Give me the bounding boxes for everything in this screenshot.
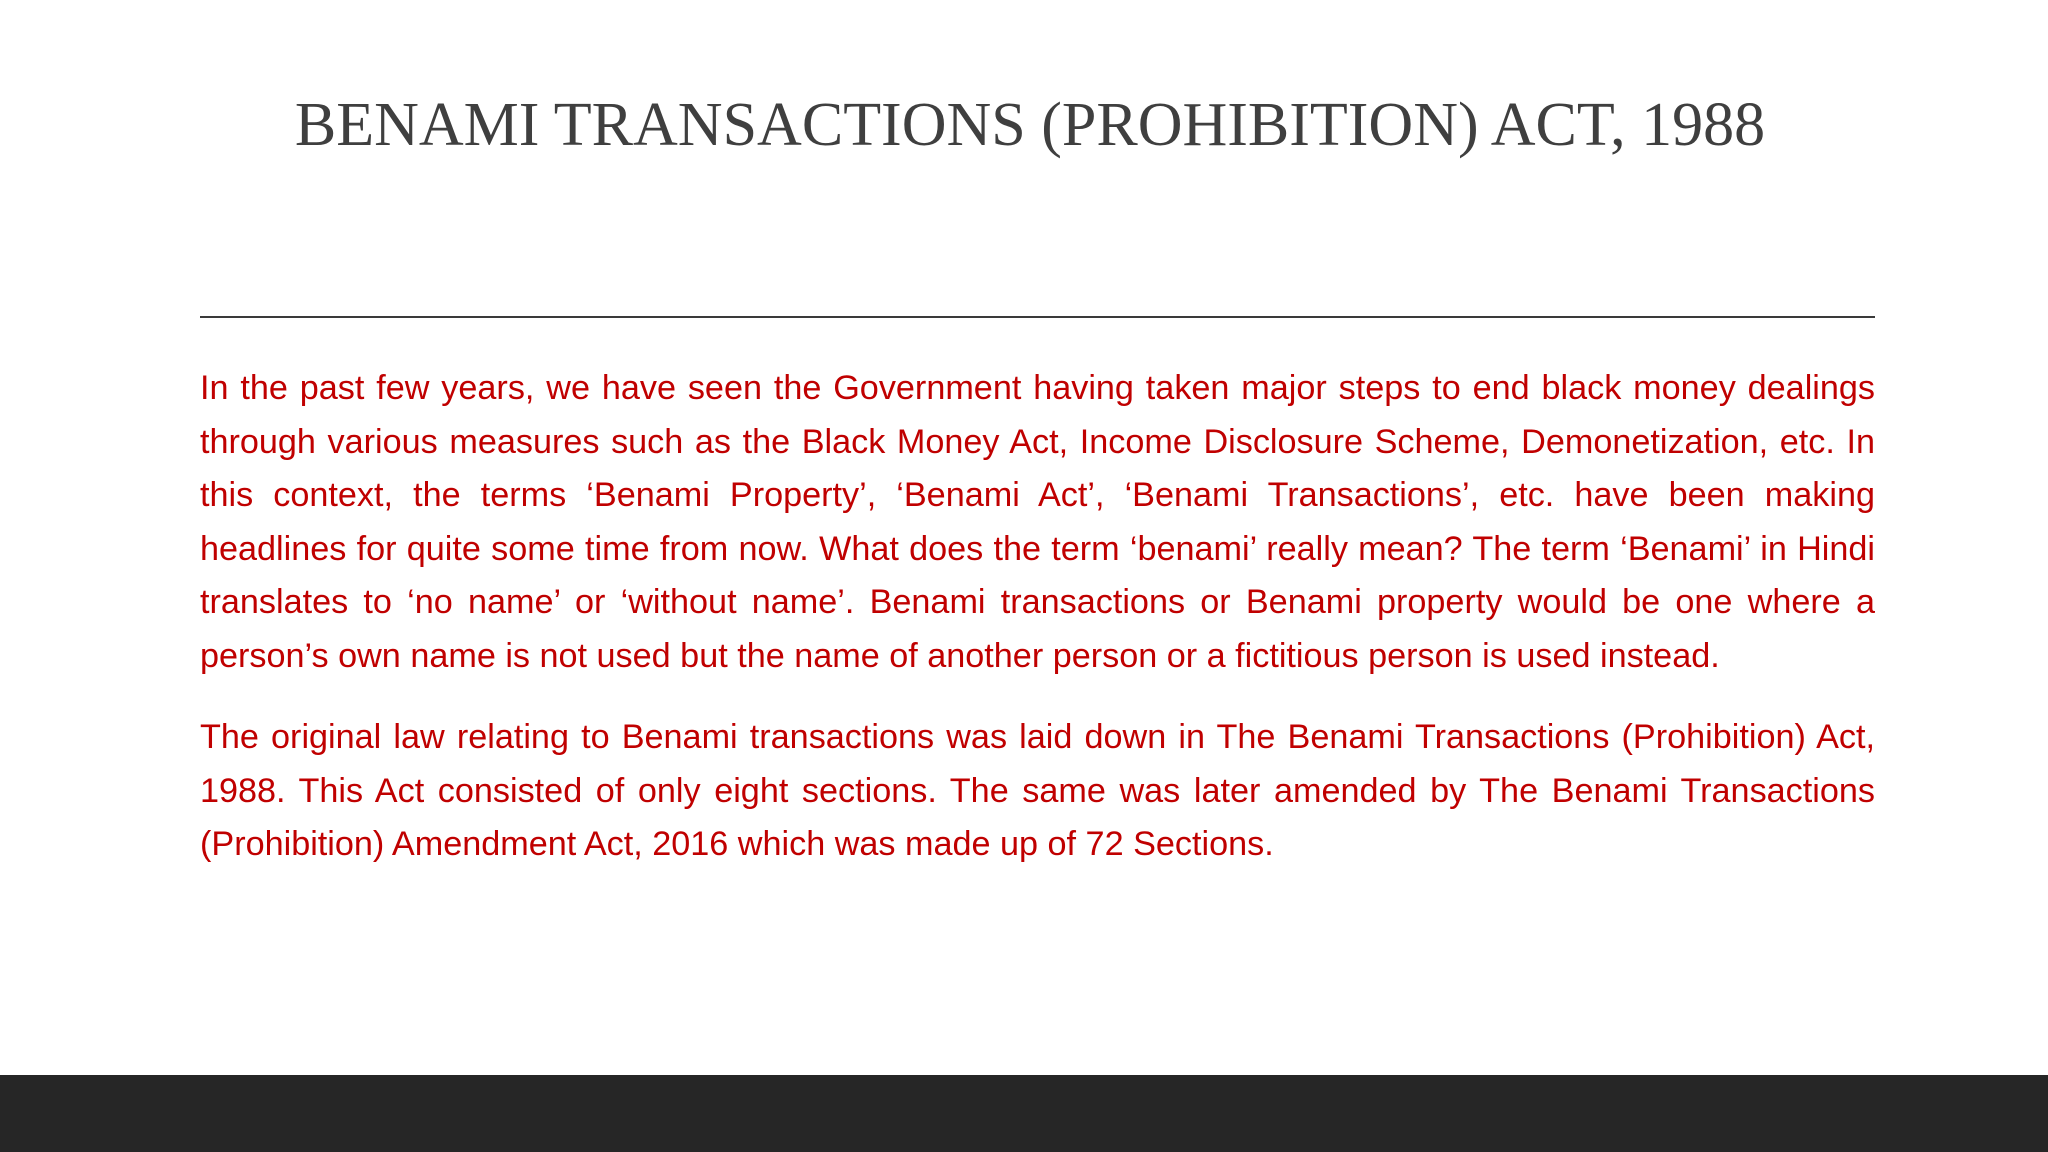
slide-title: BENAMI TRANSACTIONS (PROHIBITION) ACT, 1988 [294, 91, 1766, 159]
title-divider [200, 316, 1875, 318]
slide-body [200, 362, 1875, 900]
footer-bar [0, 1075, 2048, 1152]
body-paragraph-2: The original law relating to Benami transactions was laid down in The Benami Transactions (Prohibition) Act, 1988. This Act consisted of only eight sections. The same was later amended by The Benami Transactions (Prohibition) Amendment Act, 2016 which was made up of 72 Sections. [200, 718, 1875, 863]
body-paragraph-1: In the past few years, we have seen the Government having taken major steps to end black money dealings through various measures such as the Black Money Act, Income Disclosure Scheme, Demonetization, etc. In this context, the terms ‘Benami Property’, ‘Benami Act’, ‘Benami Transactions’, etc. have been making headlines for quite some time from now. What does the term ‘benami’ really mean? The term ‘Benami’ in Hindi translates to ‘no name’ or ‘without name’. Benami transactions or Benami property would be one where a person’s own name is not used but the name of another person or a fictitious person is used instead. [200, 369, 1875, 675]
